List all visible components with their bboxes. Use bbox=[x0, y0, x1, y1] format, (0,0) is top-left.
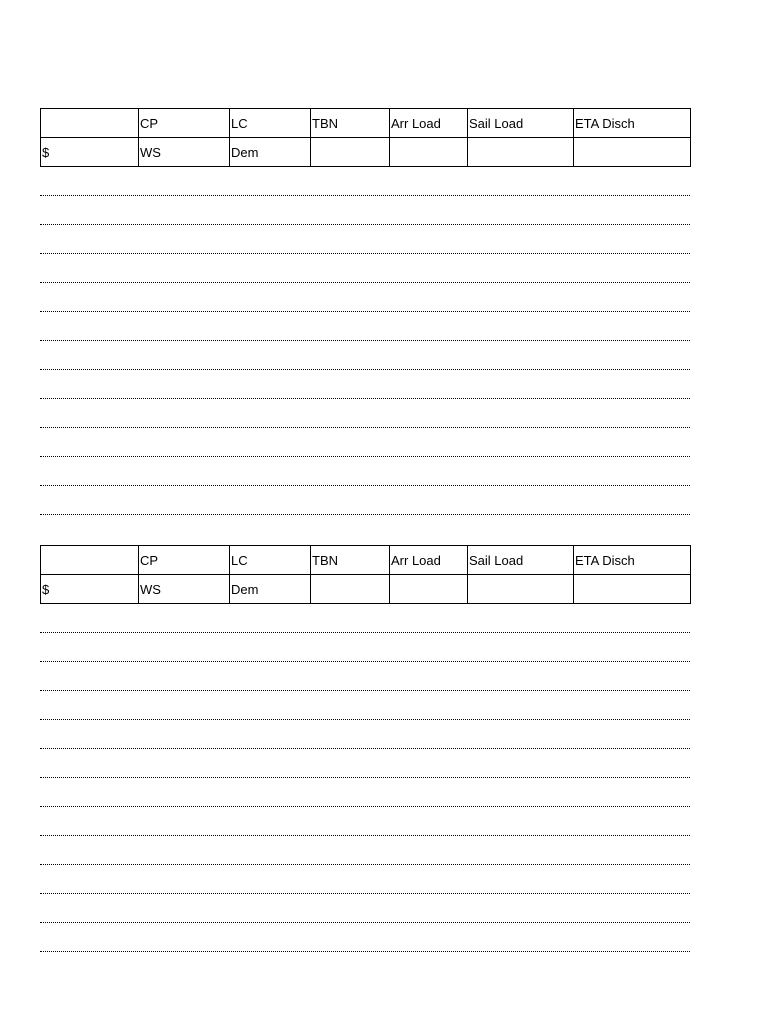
ruled-line[interactable] bbox=[40, 604, 690, 633]
table-cell[interactable] bbox=[468, 138, 574, 167]
table-cell[interactable] bbox=[574, 575, 691, 604]
ruled-line[interactable] bbox=[40, 778, 690, 807]
table-cell-ws[interactable]: WS bbox=[139, 138, 230, 167]
table-cell[interactable] bbox=[311, 138, 390, 167]
table-cell-tbn[interactable]: TBN bbox=[311, 109, 390, 138]
table-cell-arr-load[interactable]: Arr Load bbox=[390, 109, 468, 138]
ruled-line[interactable] bbox=[40, 225, 690, 254]
table-cell-cp[interactable]: CP bbox=[139, 109, 230, 138]
table-cell[interactable] bbox=[41, 109, 139, 138]
table-cell[interactable] bbox=[41, 546, 139, 575]
ruled-line[interactable] bbox=[40, 662, 690, 691]
ruled-line[interactable] bbox=[40, 370, 690, 399]
table-cell[interactable] bbox=[311, 575, 390, 604]
ruled-line[interactable] bbox=[40, 807, 690, 836]
ruled-line[interactable] bbox=[40, 254, 690, 283]
ruled-line[interactable] bbox=[40, 167, 690, 196]
ruled-line[interactable] bbox=[40, 836, 690, 865]
table-cell-dollar[interactable]: $ bbox=[41, 138, 139, 167]
table-cell[interactable] bbox=[468, 575, 574, 604]
form-block-2 bbox=[40, 545, 690, 952]
ruled-line[interactable] bbox=[40, 633, 690, 662]
table-header-row bbox=[41, 546, 691, 575]
ruled-line[interactable] bbox=[40, 283, 690, 312]
table-cell-lc[interactable]: LC bbox=[230, 109, 311, 138]
ruled-line[interactable] bbox=[40, 691, 690, 720]
ruled-line[interactable] bbox=[40, 923, 690, 952]
table-cell-tbn[interactable]: TBN bbox=[311, 546, 390, 575]
table-cell-eta-disch[interactable]: ETA Disch bbox=[574, 546, 691, 575]
ruled-lines-1 bbox=[40, 167, 690, 515]
ruled-line[interactable] bbox=[40, 457, 690, 486]
table-cell-arr-load[interactable]: Arr Load bbox=[390, 546, 468, 575]
ruled-line[interactable] bbox=[40, 720, 690, 749]
table-cell[interactable] bbox=[574, 138, 691, 167]
ruled-line[interactable] bbox=[40, 894, 690, 923]
table-cell-sail-load[interactable]: Sail Load bbox=[468, 546, 574, 575]
ruled-line[interactable] bbox=[40, 399, 690, 428]
table-cell-dollar[interactable]: $ bbox=[41, 575, 139, 604]
table-cell-lc[interactable]: LC bbox=[230, 546, 311, 575]
table-cell-sail-load[interactable]: Sail Load bbox=[468, 109, 574, 138]
table-header-row bbox=[41, 109, 691, 138]
ruled-line[interactable] bbox=[40, 312, 690, 341]
ruled-line[interactable] bbox=[40, 865, 690, 894]
form-block-1 bbox=[40, 108, 690, 515]
ruled-line[interactable] bbox=[40, 486, 690, 515]
table-cell-cp[interactable]: CP bbox=[139, 546, 230, 575]
table-cell-ws[interactable]: WS bbox=[139, 575, 230, 604]
fixture-table-1 bbox=[40, 108, 691, 167]
table-cell-dem[interactable]: Dem bbox=[230, 575, 311, 604]
table-row bbox=[41, 575, 691, 604]
ruled-line[interactable] bbox=[40, 428, 690, 457]
table-cell-dem[interactable]: Dem bbox=[230, 138, 311, 167]
table-cell[interactable] bbox=[390, 575, 468, 604]
table-row bbox=[41, 138, 691, 167]
fixture-table-2 bbox=[40, 545, 691, 604]
ruled-line[interactable] bbox=[40, 341, 690, 370]
ruled-lines-2 bbox=[40, 604, 690, 952]
ruled-line[interactable] bbox=[40, 196, 690, 225]
ruled-line[interactable] bbox=[40, 749, 690, 778]
table-cell[interactable] bbox=[390, 138, 468, 167]
table-cell-eta-disch[interactable]: ETA Disch bbox=[574, 109, 691, 138]
